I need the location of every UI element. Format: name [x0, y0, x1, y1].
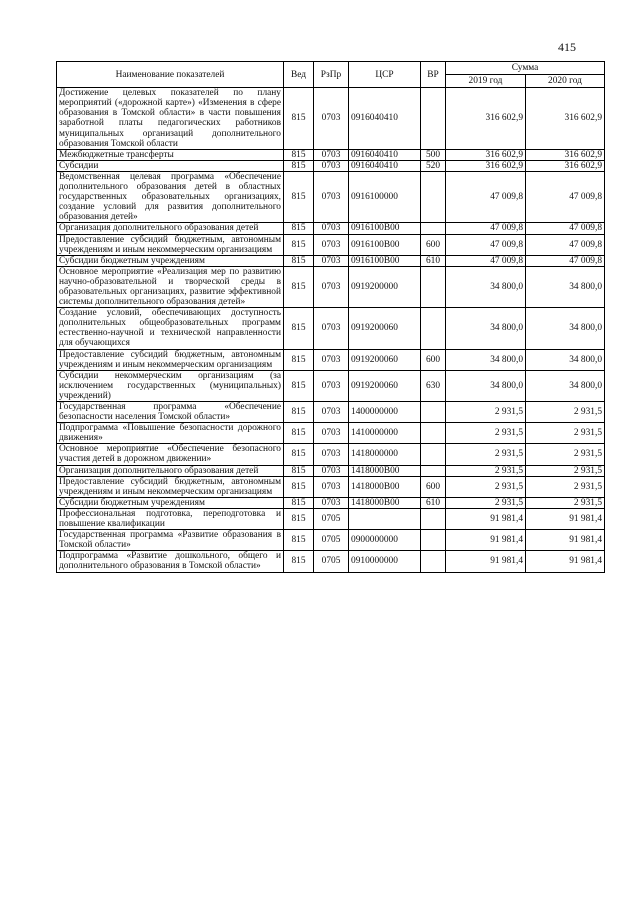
- cell-rzpr: 0703: [314, 160, 349, 171]
- cell-name: Основное мероприятие «Обеспечение безопасного участия детей в дорожном движении»: [57, 444, 284, 465]
- cell-ved: 815: [284, 88, 314, 150]
- cell-rzpr: 0703: [314, 465, 349, 476]
- cell-name: Субсидии некоммерческим организациям (за исключением государственных (муниципальных) учреждений): [57, 370, 284, 401]
- cell-2020: 2 931,5: [526, 476, 605, 497]
- header-year-2019: 2019 год: [446, 75, 526, 88]
- cell-2019: 47 009,8: [446, 234, 526, 255]
- cell-vr: 600: [421, 349, 446, 370]
- cell-csr: 0910000000: [349, 551, 421, 572]
- cell-ved: 815: [284, 423, 314, 444]
- cell-vr: [421, 223, 446, 234]
- cell-2020: 2 931,5: [526, 497, 605, 508]
- cell-csr: 0919200060: [349, 308, 421, 349]
- table-row: [57, 423, 605, 444]
- cell-csr: 0916100В00: [349, 234, 421, 255]
- cell-ved: 815: [284, 370, 314, 401]
- budget-table: [56, 61, 605, 573]
- page-number: 415: [558, 40, 576, 54]
- cell-name: Предоставление субсидий бюджетным, автономным учреждениям и иным некоммерческим организациям: [57, 476, 284, 497]
- cell-2020: 316 602,9: [526, 149, 605, 160]
- cell-rzpr: 0703: [314, 349, 349, 370]
- cell-rzpr: 0703: [314, 423, 349, 444]
- cell-csr: 1418000В00: [349, 497, 421, 508]
- cell-2020: 34 800,0: [526, 308, 605, 349]
- cell-ved: 815: [284, 508, 314, 529]
- cell-csr: 1400000000: [349, 402, 421, 423]
- cell-2019: 2 931,5: [446, 402, 526, 423]
- cell-2020: 47 009,8: [526, 223, 605, 234]
- table-row: [57, 234, 605, 255]
- cell-csr: 0900000000: [349, 530, 421, 551]
- header-rzpr: РзПр: [314, 62, 349, 88]
- cell-vr: 600: [421, 234, 446, 255]
- cell-vr: 500: [421, 149, 446, 160]
- table-row: [57, 402, 605, 423]
- cell-2020: 47 009,8: [526, 255, 605, 266]
- cell-2019: 91 981,4: [446, 530, 526, 551]
- cell-rzpr: 0703: [314, 308, 349, 349]
- cell-ved: 815: [284, 476, 314, 497]
- table-row: [57, 349, 605, 370]
- cell-name: Подпрограмма «Повышение безопасности дорожного движения»: [57, 423, 284, 444]
- cell-vr: 520: [421, 160, 446, 171]
- table-row: [57, 308, 605, 349]
- cell-name: Предоставление субсидий бюджетным, автономным учреждениям и иным некоммерческим организациям: [57, 349, 284, 370]
- cell-rzpr: 0703: [314, 497, 349, 508]
- cell-rzpr: 0703: [314, 266, 349, 307]
- cell-csr: 0916040410: [349, 160, 421, 171]
- cell-vr: 610: [421, 255, 446, 266]
- table-row: [57, 171, 605, 222]
- cell-ved: 815: [284, 465, 314, 476]
- cell-vr: [421, 530, 446, 551]
- cell-ved: 815: [284, 497, 314, 508]
- cell-csr: [349, 508, 421, 529]
- cell-2020: 34 800,0: [526, 349, 605, 370]
- cell-ved: 815: [284, 149, 314, 160]
- cell-vr: [421, 465, 446, 476]
- cell-name: Ведомственная целевая программа «Обеспечение дополнительного образования детей в областных государственных образовательных организациях, создание условий для развития дополнительного образования детей»: [57, 171, 284, 222]
- cell-2020: 47 009,8: [526, 171, 605, 222]
- cell-vr: 630: [421, 370, 446, 401]
- cell-2019: 47 009,8: [446, 255, 526, 266]
- cell-rzpr: 0703: [314, 223, 349, 234]
- cell-2019: 47 009,8: [446, 171, 526, 222]
- cell-rzpr: 0703: [314, 149, 349, 160]
- cell-2019: 2 931,5: [446, 465, 526, 476]
- table-row: [57, 88, 605, 150]
- cell-2019: 34 800,0: [446, 266, 526, 307]
- cell-2020: 316 602,9: [526, 88, 605, 150]
- table-body: [57, 88, 605, 572]
- cell-name: Субсидии: [57, 160, 284, 171]
- table-row: [57, 465, 605, 476]
- cell-name: Субсидии бюджетным учреждениям: [57, 255, 284, 266]
- cell-2019: 316 602,9: [446, 149, 526, 160]
- cell-name: Межбюджетные трансферты: [57, 149, 284, 160]
- cell-rzpr: 0703: [314, 444, 349, 465]
- cell-csr: 0919200060: [349, 370, 421, 401]
- cell-vr: [421, 266, 446, 307]
- cell-csr: 0919200000: [349, 266, 421, 307]
- cell-rzpr: 0703: [314, 476, 349, 497]
- cell-vr: [421, 508, 446, 529]
- cell-rzpr: 0703: [314, 88, 349, 150]
- header-vr: ВР: [421, 62, 446, 88]
- cell-2019: 2 931,5: [446, 497, 526, 508]
- cell-2019: 2 931,5: [446, 444, 526, 465]
- cell-2019: 34 800,0: [446, 349, 526, 370]
- cell-2019: 2 931,5: [446, 423, 526, 444]
- table-row: [57, 444, 605, 465]
- cell-ved: 815: [284, 171, 314, 222]
- table-row: [57, 551, 605, 572]
- cell-ved: 815: [284, 160, 314, 171]
- cell-name: Организация дополнительного образования детей: [57, 465, 284, 476]
- cell-2020: 2 931,5: [526, 423, 605, 444]
- cell-csr: 0916100000: [349, 171, 421, 222]
- cell-csr: 1418000000: [349, 444, 421, 465]
- cell-csr: 1418000В00: [349, 465, 421, 476]
- cell-ved: 815: [284, 308, 314, 349]
- cell-csr: 0919200060: [349, 349, 421, 370]
- cell-2019: 34 800,0: [446, 308, 526, 349]
- table-row: [57, 149, 605, 160]
- cell-name: Основное мероприятие «Реализация мер по развитию научно-образовательной и творческой среды в образовательных организациях, развитие эффективной системы дополнительного образования детей»: [57, 266, 284, 307]
- cell-name: Подпрограмма «Развитие дошкольного, общего и дополнительного образования в Томской области»: [57, 551, 284, 572]
- cell-2020: 34 800,0: [526, 266, 605, 307]
- cell-ved: 815: [284, 444, 314, 465]
- cell-ved: 815: [284, 349, 314, 370]
- cell-rzpr: 0705: [314, 530, 349, 551]
- cell-rzpr: 0703: [314, 402, 349, 423]
- cell-name: Создание условий, обеспечивающих доступность дополнительных общеобразовательных программ естественно-научной и технической направленности для обучающихся: [57, 308, 284, 349]
- cell-name: Профессиональная подготовка, переподготовка и повышение квалификации: [57, 508, 284, 529]
- cell-vr: [421, 402, 446, 423]
- cell-2019: 316 602,9: [446, 88, 526, 150]
- cell-ved: 815: [284, 255, 314, 266]
- cell-2020: 2 931,5: [526, 444, 605, 465]
- cell-rzpr: 0705: [314, 508, 349, 529]
- cell-2019: 91 981,4: [446, 551, 526, 572]
- cell-2019: 34 800,0: [446, 370, 526, 401]
- cell-name: Достижение целевых показателей по плану мероприятий («дорожной карте») «Изменения в сфере образования в Томской области» в части повышения заработной платы педагогических работников муниципальных организаций дополнительного образования Томской области: [57, 88, 284, 150]
- cell-ved: 815: [284, 402, 314, 423]
- header-ved: Вед: [284, 62, 314, 88]
- cell-csr: 1418000В00: [349, 476, 421, 497]
- cell-vr: [421, 308, 446, 349]
- cell-2019: 47 009,8: [446, 223, 526, 234]
- cell-2020: 316 602,9: [526, 160, 605, 171]
- cell-csr: 1410000000: [349, 423, 421, 444]
- table-row: [57, 255, 605, 266]
- cell-vr: [421, 423, 446, 444]
- cell-ved: 815: [284, 551, 314, 572]
- cell-vr: [421, 551, 446, 572]
- cell-2020: 91 981,4: [526, 551, 605, 572]
- cell-csr: 0916040410: [349, 88, 421, 150]
- cell-name: Государственная программа «Обеспечение безопасности населения Томской области»: [57, 402, 284, 423]
- cell-rzpr: 0705: [314, 551, 349, 572]
- cell-2020: 2 931,5: [526, 402, 605, 423]
- cell-vr: [421, 171, 446, 222]
- cell-vr: [421, 444, 446, 465]
- cell-2020: 91 981,4: [526, 508, 605, 529]
- table-row: [57, 508, 605, 529]
- header-sum: Сумма: [446, 62, 605, 75]
- header-csr: ЦСР: [349, 62, 421, 88]
- table-row: [57, 223, 605, 234]
- header-name: Наименование показателей: [57, 62, 284, 88]
- cell-vr: [421, 88, 446, 150]
- cell-2019: 316 602,9: [446, 160, 526, 171]
- cell-csr: 0916040410: [349, 149, 421, 160]
- cell-ved: 815: [284, 530, 314, 551]
- table-row: [57, 370, 605, 401]
- cell-rzpr: 0703: [314, 171, 349, 222]
- header-year-2020: 2020 год: [526, 75, 605, 88]
- cell-rzpr: 0703: [314, 370, 349, 401]
- cell-rzpr: 0703: [314, 234, 349, 255]
- cell-name: Организация дополнительного образования детей: [57, 223, 284, 234]
- cell-2019: 2 931,5: [446, 476, 526, 497]
- cell-csr: 0916100В00: [349, 255, 421, 266]
- table-row: [57, 530, 605, 551]
- cell-rzpr: 0703: [314, 255, 349, 266]
- cell-ved: 815: [284, 266, 314, 307]
- cell-2020: 91 981,4: [526, 530, 605, 551]
- cell-name: Государственная программа «Развитие образования в Томской области»: [57, 530, 284, 551]
- table-row: [57, 497, 605, 508]
- cell-ved: 815: [284, 234, 314, 255]
- cell-2020: 34 800,0: [526, 370, 605, 401]
- cell-2020: 47 009,8: [526, 234, 605, 255]
- cell-2020: 2 931,5: [526, 465, 605, 476]
- cell-ved: 815: [284, 223, 314, 234]
- cell-vr: 600: [421, 476, 446, 497]
- cell-vr: 610: [421, 497, 446, 508]
- table-row: [57, 266, 605, 307]
- table-row: [57, 160, 605, 171]
- table-row: [57, 476, 605, 497]
- cell-name: Субсидии бюджетным учреждениям: [57, 497, 284, 508]
- cell-name: Предоставление субсидий бюджетным, автономным учреждениям и иным некоммерческим организациям: [57, 234, 284, 255]
- cell-csr: 0916100В00: [349, 223, 421, 234]
- cell-2019: 91 981,4: [446, 508, 526, 529]
